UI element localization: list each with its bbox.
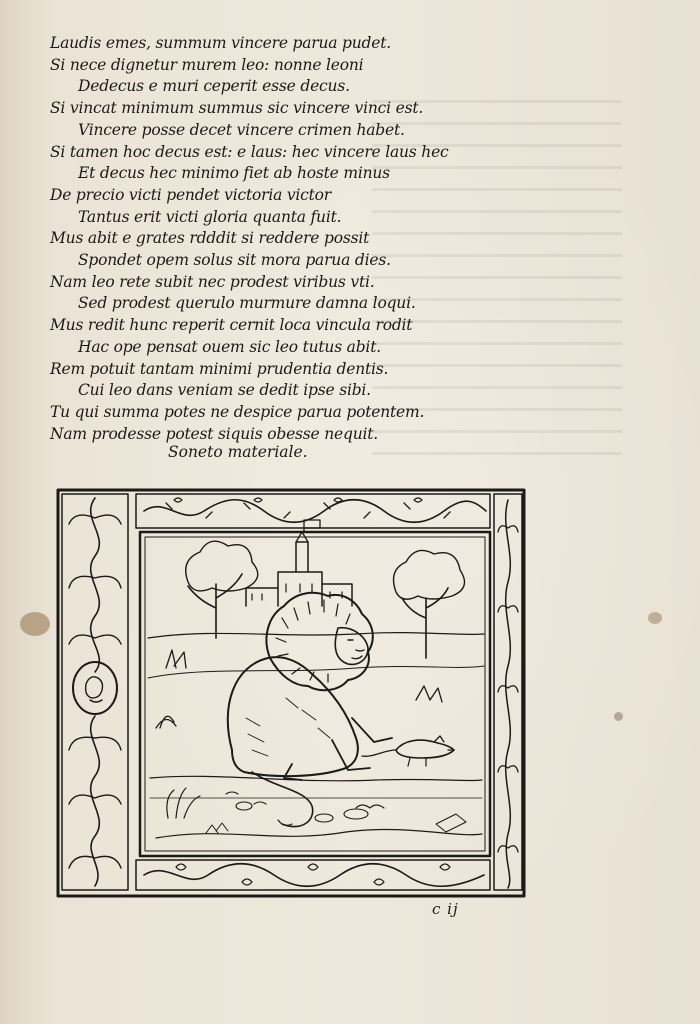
lion-and-mouse-woodcut	[56, 488, 528, 900]
verse-line: Si nece dignetur murem leo: nonne leoni	[50, 55, 364, 74]
verse-line: Dedecus e muri ceperit esse decus.	[78, 77, 350, 96]
paper-stain	[648, 612, 662, 624]
verse-line: Mus abit e grates rdddit si reddere possit	[50, 229, 370, 248]
verse-line: Vincere posse decet vincere crimen habet.	[78, 120, 405, 139]
verse-line: Et decus hec minimo fiet ab hoste minus	[78, 164, 390, 183]
verse-line: Spondet opem solus sit mora parua dies.	[78, 251, 391, 270]
verse-line: Nam prodesse potest siquis obesse nequit.	[50, 424, 379, 443]
verse-line: Si tamen hoc decus est: e laus: hec vincere laus hec	[50, 142, 449, 161]
verse-line: Laudis emes, summum vincere parua pudet.	[50, 34, 392, 52]
latin-verse	[50, 33, 450, 445]
verse-line: Tantus erit victi gloria quanta fuit.	[78, 207, 342, 226]
verse-line: Si vincat minimum summus sic vincere vinci est.	[50, 99, 424, 118]
verse-line: Sed prodest querulo murmure damna loqui.	[78, 294, 416, 313]
verse-line: Tu qui summa potes ne despice parua potentem.	[50, 402, 425, 421]
signature-mark: c ij	[432, 900, 459, 918]
verse-line: Cui leo dans veniam se dedit ipse sibi.	[78, 381, 371, 400]
verse-line: Hac ope pensat ouem sic leo tutus abit.	[78, 337, 381, 356]
section-heading: Soneto materiale.	[168, 443, 308, 461]
verse-line: Mus redit hunc reperit cernit loca vincula rodit	[50, 316, 413, 335]
verse-line: Nam leo rete subit nec prodest viribus vti.	[50, 272, 375, 291]
paper-stain	[20, 612, 50, 636]
verse-line: De precio victi pendet victoria victor	[50, 185, 332, 204]
verse-line: Rem potuit tantam minimi prudentia dentis.	[50, 359, 389, 378]
paper-stain	[614, 712, 623, 721]
